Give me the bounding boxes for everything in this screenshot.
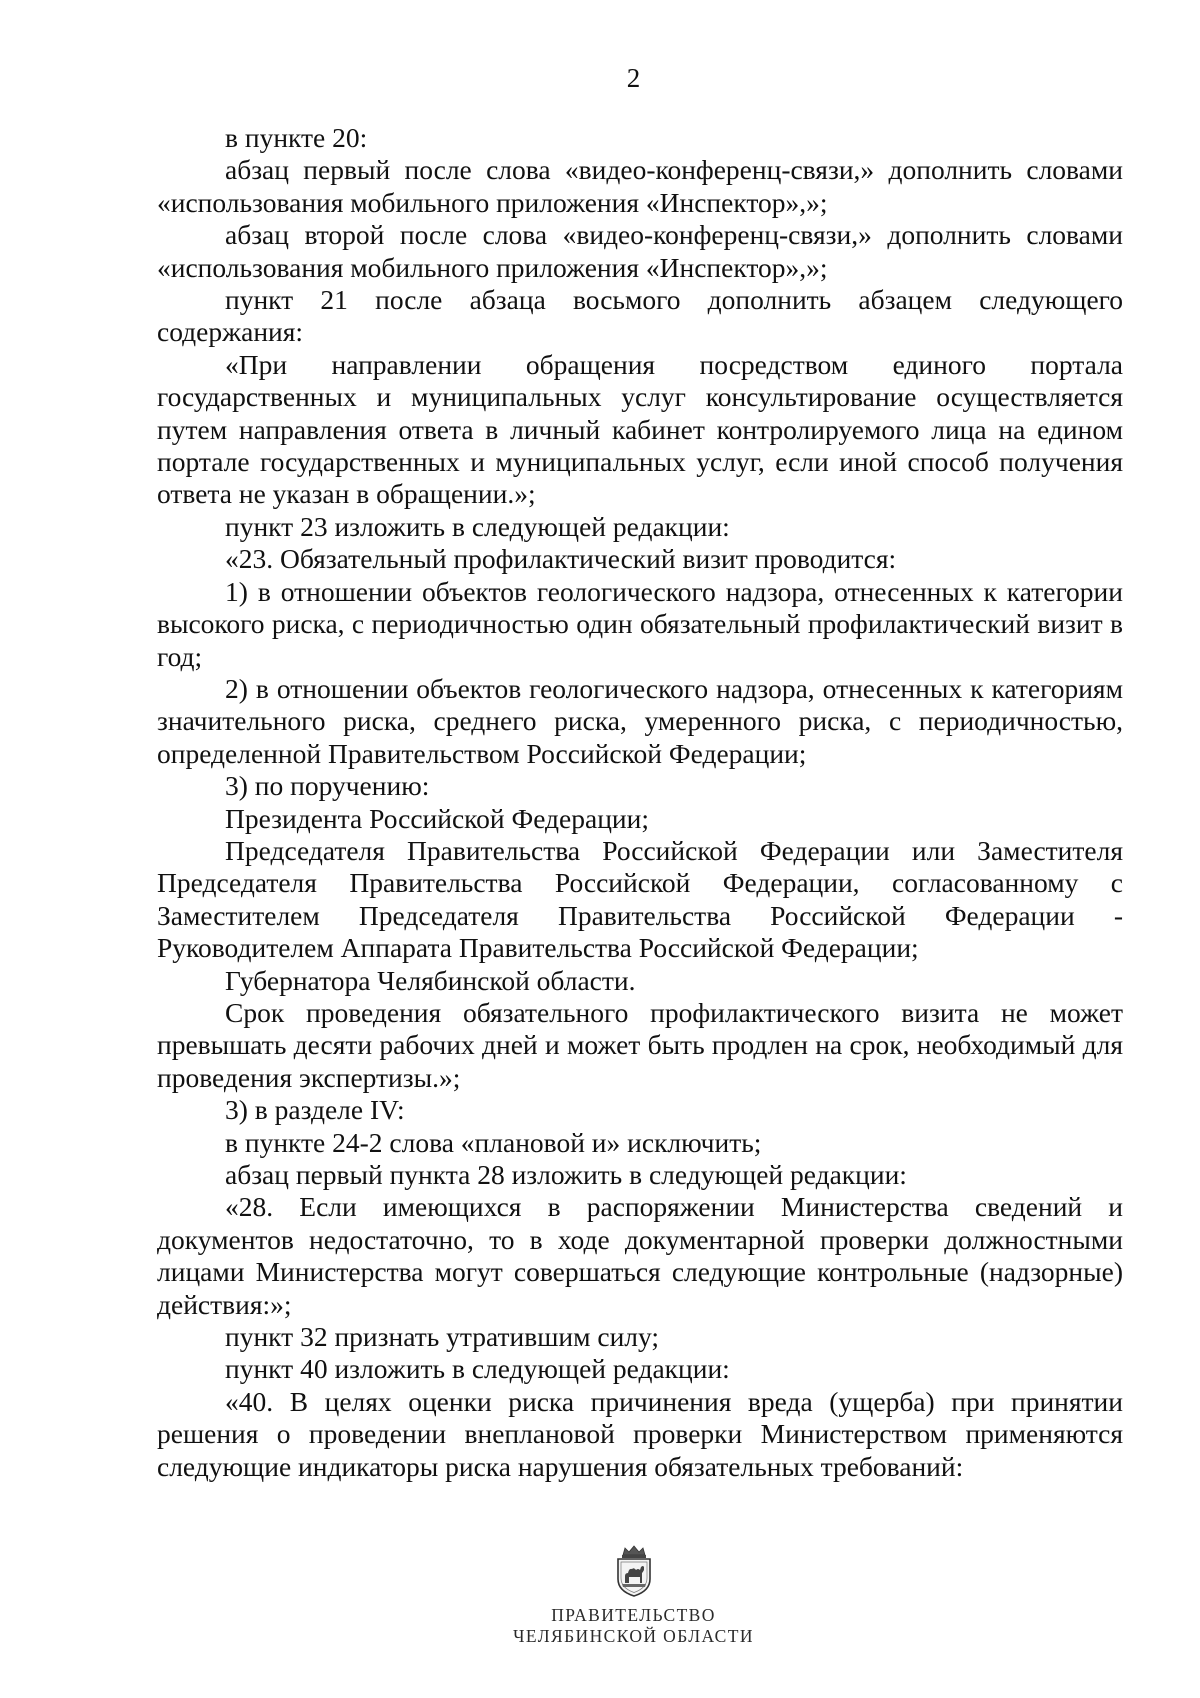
paragraph: Председателя Правительства Российской Федерации или Заместителя Председателя Правительства Российской Федерации, согласованному с Заместителем Председателя Правительства Российской Федерации - Руководителем Аппарата Правительства Российской Федерации; [157,834,1123,964]
paragraph: «23. Обязательный профилактический визит проводится: [225,543,897,575]
page-number: 2 [626,63,641,93]
paragraph: Срок проведения обязательного профилактического визита не может превышать десяти рабочих дней и может быть продлен на срок, необходимый для проведения экспертизы.»; [157,996,1123,1093]
paragraph: пункт 21 после абзаца восьмого дополнить абзацем следующего содержания: [157,284,1123,348]
seal-title-line-1: ПРАВИТЕЛЬСТВО [551,1605,716,1625]
chelyabinsk-coat-of-arms-icon [611,1545,657,1597]
seal-title-line-2: ЧЕЛЯБИНСКОЙ ОБЛАСТИ [513,1626,754,1646]
paragraph: пункт 40 изложить в следующей редакции: [225,1353,730,1385]
government-seal [0,1545,1200,1647]
paragraph: абзац второй после слова «видео-конференц-связи,» дополнить словами «использования мобильного приложения «Инспектор»,»; [157,219,1123,283]
document-body [157,122,1123,1483]
paragraph: абзац первый после слова «видео-конференц-связи,» дополнить словами «использования мобильного приложения «Инспектор»,»; [157,154,1123,218]
paragraph: в пункте 24-2 слова «плановой и» исключить; [225,1126,762,1158]
paragraph: «28. Если имеющихся в распоряжении Министерства сведений и документов недостаточно, то в ходе документарной проверки должностными лицами Министерства могут совершаться следующие контрольные (надзорные) действия:»; [157,1191,1123,1320]
paragraph: в пункте 20: [225,122,368,153]
paragraph: 2) в отношении объектов геологического надзора, отнесенных к категориям значительного риска, среднего риска, умеренного риска, с периодичностью, определенной Правительством Российской Федерации; [157,672,1123,769]
paragraph: 1) в отношении объектов геологического надзора, отнесенных к категории высокого риска, с периодичностью один обязательный профилактический визит в год; [157,575,1123,672]
paragraph: Президента Российской Федерации; [225,802,649,834]
paragraph: «40. В целях оценки риска причинения вреда (ущерба) при принятии решения о проведении внеплановой проверки Министерством применяются следующие индикаторы риска нарушения обязательных требований: [157,1385,1123,1482]
paragraph: Губернатора Челябинской области. [225,964,636,996]
paragraph: абзац первый пункта 28 изложить в следующей редакции: [225,1159,907,1190]
paragraph: пункт 23 изложить в следующей редакции: [225,510,730,542]
paragraph: 3) по поручению: [225,770,430,802]
paragraph: пункт 32 признать утратившим силу; [225,1321,660,1353]
paragraph: «При направлении обращения посредством единого портала государственных и муниципальных услуг консультирование осуществляется путем направления ответа в личный кабинет контролируемого лица на едином портале государственных и муниципальных услуг, если иной способ получения ответа не указан в обращении.»; [157,348,1123,510]
paragraph: 3) в разделе IV: [225,1094,405,1126]
